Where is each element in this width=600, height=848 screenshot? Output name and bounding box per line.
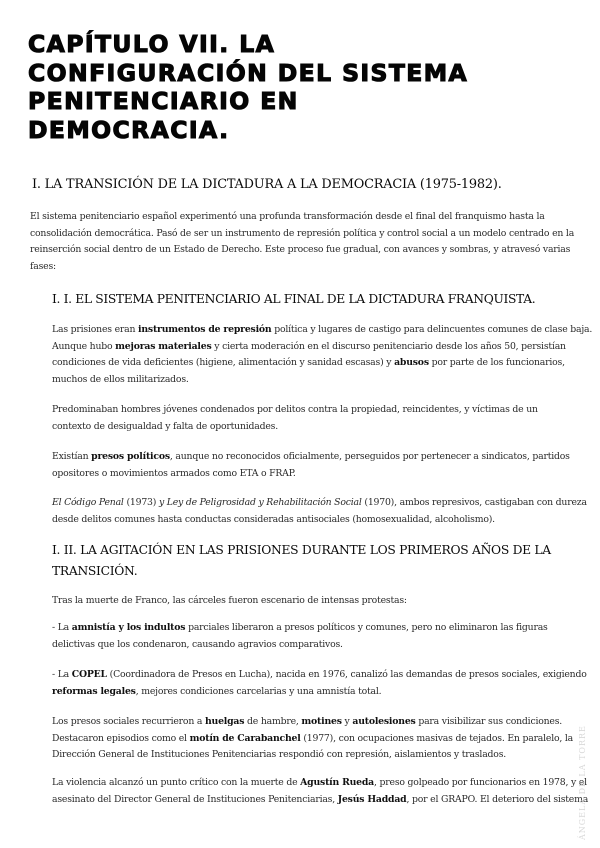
text-line <box>52 620 548 637</box>
paragraph-strikes <box>52 714 573 764</box>
heading-line: I. II. LA AGITACIÓN EN LAS PRISIONES DURANTE LOS PRIMEROS AÑOS DE LA <box>52 543 551 557</box>
section-heading: I. LA TRANSICIÓN DE LA DICTADURA A LA DEMOCRACIA (1975-1982). <box>32 177 502 192</box>
text-line <box>52 667 587 684</box>
text-line <box>52 775 588 792</box>
text-run: condiciones de vida deficientes (higiene, alimentación y sanidad escasas) y <box>52 357 395 368</box>
text-line: contexto de desigualdad y falta de oportunidades. <box>52 420 278 432</box>
text-line <box>52 731 573 748</box>
text-line: opositores o movimientos armados como ETA o FRAP. <box>52 467 296 479</box>
text-run: Las prisiones eran <box>52 324 139 335</box>
emphasis: presos políticos <box>91 451 170 462</box>
emphasis: COPEL <box>71 669 107 680</box>
paragraph-prisoners-profile <box>52 402 538 435</box>
paragraph-violence <box>52 775 588 808</box>
paragraph-penal-code <box>52 495 587 528</box>
text-run: Los presos sociales recurrieron a <box>52 716 205 727</box>
author-watermark: ÁNGELA DE LA TORRE <box>578 725 587 840</box>
text-line <box>52 355 592 372</box>
text-line: fases: <box>30 260 56 272</box>
text-line: muchos de ellos militarizados. <box>52 373 189 385</box>
emphasis: motín de Carabanchel <box>189 732 301 744</box>
text-run: (Coordinadora de Presos en Lucha), nacida en 1976, canalizó las demandas de presos sociales, exigiendo <box>106 669 587 680</box>
text-run: Aunque hubo <box>52 340 116 352</box>
text-line: delictivas que los condenaron, causando agravios comparativos. <box>52 638 343 650</box>
text-run: - La <box>52 622 72 633</box>
text-run: y <box>341 716 353 727</box>
emphasis: instrumentos de represión <box>138 324 272 335</box>
text-run: La violencia alcanzó un punto crítico con la muerte de <box>52 777 301 788</box>
text-run: parciales liberaron a presos políticos y comunes, pero no eliminaron las figuras <box>185 622 548 633</box>
text-run: Existían <box>52 451 92 462</box>
text-run: para visibilizar sus condiciones. <box>415 716 563 727</box>
paragraph-amnesty <box>52 620 548 653</box>
text-line <box>52 339 592 356</box>
italic-title: El Código Penal <box>52 497 124 508</box>
chapter-title-line: DEMOCRACIA. <box>28 115 230 144</box>
text-line: Predominaban hombres jóvenes condenados por delitos contra la propiedad, reincidentes, y víctimas de un <box>52 404 538 415</box>
text-line: reinserción social dentro de un Estado de Derecho. Este proceso fue gradual, con avances y sombras, y atravesó varias <box>30 244 571 255</box>
chapter-title-line: CAPÍTULO VII. LA <box>28 30 276 58</box>
subsection-heading-2 <box>52 540 572 582</box>
emphasis: huelgas <box>204 716 245 727</box>
text-run: , por el GRAPO. El deterioro del sistema <box>406 793 589 805</box>
subsection-heading-1: I. I. EL SISTEMA PENITENCIARIO AL FINAL DE LA DICTADURA FRANQUISTA. <box>52 292 536 306</box>
chapter-title-line: CONFIGURACIÓN DEL SISTEMA <box>28 58 469 87</box>
text-run: por parte de los funcionarios, <box>428 357 565 368</box>
emphasis: mejoras materiales <box>115 340 212 352</box>
text-run: (1973) <box>123 497 159 508</box>
chapter-title-line: PENITENCIARIO EN <box>28 87 299 115</box>
text-line <box>52 792 588 809</box>
text-line <box>52 714 573 731</box>
paragraph-repression <box>52 322 592 388</box>
text-run: y cierta moderación en el discurso penitenciario desde los años 50, persistían <box>211 340 566 352</box>
text-line: El sistema penitenciario español experimentó una profunda transformación desde el final del franquismo hasta la <box>30 211 545 222</box>
emphasis: amnistía y los indultos <box>71 622 186 633</box>
intro-paragraph <box>30 209 574 275</box>
emphasis: autolesiones <box>352 716 416 727</box>
text-run: asesinato del Director General de Instituciones Penitenciarias, <box>52 793 338 805</box>
emphasis: abusos <box>394 357 429 368</box>
text-line: desde delitos comunes hasta conductas consideradas antisociales (homosexualidad, alcoholismo). <box>52 513 495 525</box>
text-run: , preso golpeado por funcionarios en 1978, y el <box>374 777 587 788</box>
text-run: Destacaron episodios como el <box>52 732 190 744</box>
emphasis: Agustín Rueda <box>300 777 375 788</box>
emphasis: motines <box>301 716 342 727</box>
text-line <box>52 322 592 339</box>
chapter-title <box>28 30 573 144</box>
paragraph-copel <box>52 667 587 700</box>
text-line: Dirección General de Instituciones Penitenciarias respondió con represión, aislamientos y traslados. <box>52 749 507 760</box>
italic-title: y Ley de Peligrosidad y Rehabilitación Social <box>158 497 362 508</box>
text-line <box>52 449 570 466</box>
text-run: - La <box>52 669 72 680</box>
text-run: (1977), con ocupaciones masivas de tejados. En paralelo, la <box>300 732 574 744</box>
text-run: , mejores condiciones carcelarias y una amnistía total. <box>135 685 382 697</box>
text-line: consolidación democrática. Pasó de ser un instrumento de represión política y control social a un modelo centrado en la <box>30 227 575 239</box>
text-run: (1970), ambos represivos, castigaban con dureza <box>361 497 587 508</box>
heading-line: TRANSICIÓN. <box>52 564 138 578</box>
text-line <box>52 495 587 512</box>
text-run: de hambre, <box>244 716 302 727</box>
emphasis: reformas legales <box>52 685 136 697</box>
text-line: Tras la muerte de Franco, las cárceles fueron escenario de intensas protestas: <box>52 595 407 606</box>
text-run: , aunque no reconocidos oficialmente, perseguidos por pertenecer a sindicatos, partidos <box>169 451 570 462</box>
paragraph-political-prisoners <box>52 449 570 482</box>
paragraph-protests-intro <box>52 593 407 610</box>
emphasis: Jesús Haddad <box>337 793 407 805</box>
text-line <box>52 684 587 701</box>
text-run: política y lugares de castigo para delincuentes comunes de clase baja. <box>271 324 593 335</box>
